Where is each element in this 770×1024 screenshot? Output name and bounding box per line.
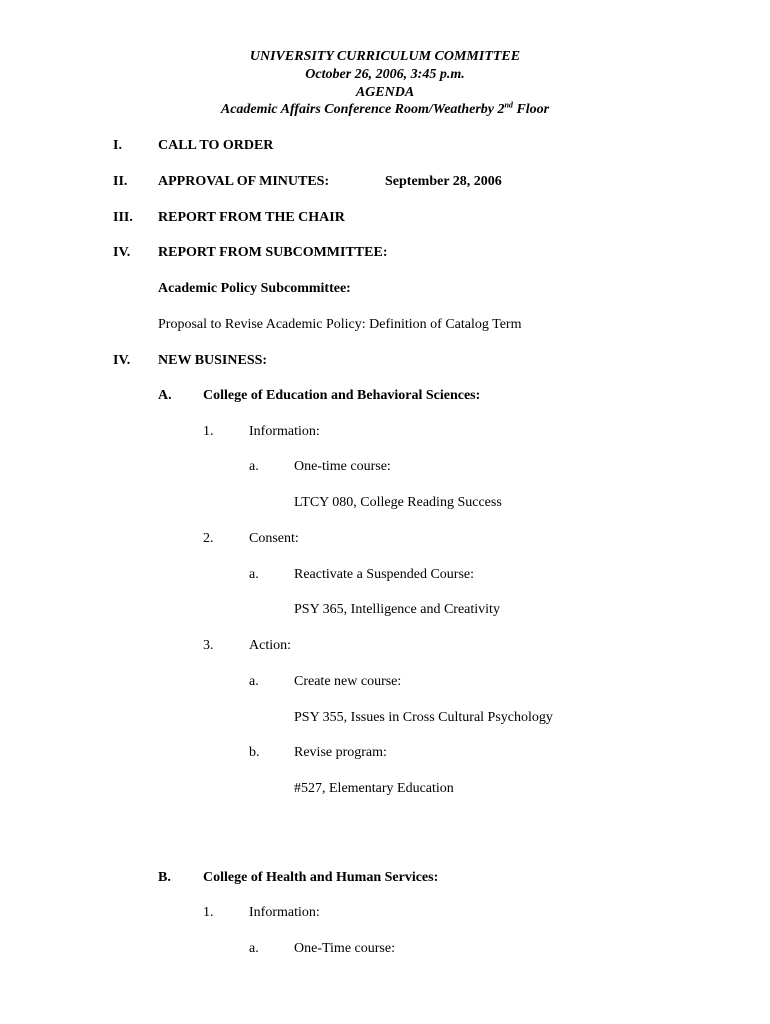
college-b-item-1a-letter: a. <box>249 941 259 956</box>
college-a-item-1a-detail: LTCY 080, College Reading Success <box>294 495 502 510</box>
college-b-item-1a-label: One-Time course: <box>294 941 395 956</box>
college-a-item-3b-letter: b. <box>249 745 260 760</box>
college-a-item-1a-letter: a. <box>249 459 259 474</box>
subcommittee-name: Academic Policy Subcommittee: <box>158 281 351 296</box>
college-a-item-1a-label: One-time course: <box>294 459 391 474</box>
committee-title: UNIVERSITY CURRICULUM COMMITTEE <box>249 49 521 64</box>
location-text: Academic Affairs Conference Room/Weatherby 2 <box>220 102 505 117</box>
section-5-title: NEW BUSINESS: <box>158 353 268 368</box>
section-3-title: REPORT FROM THE CHAIR <box>158 210 345 225</box>
college-b-name: College of Health and Human Services: <box>203 870 439 885</box>
section-5-number: IV. <box>113 353 131 368</box>
college-a-name: College of Education and Behavioral Sciences: <box>203 388 481 403</box>
minutes-date: September 28, 2006 <box>385 174 502 189</box>
section-1-title: CALL TO ORDER <box>158 138 274 153</box>
college-b-letter: B. <box>158 870 171 885</box>
college-b-item-1-number: 1. <box>203 905 214 920</box>
meeting-date: October 26, 2006, 3:45 p.m. <box>305 67 465 82</box>
college-a-item-3-number: 3. <box>203 638 214 653</box>
college-a-item-2-label: Consent: <box>249 531 299 546</box>
college-a-item-3a-letter: a. <box>249 674 259 689</box>
college-a-item-3b-detail: #527, Elementary Education <box>294 781 454 796</box>
college-a-item-1-number: 1. <box>203 424 214 439</box>
section-4-number: IV. <box>113 245 131 260</box>
college-a-item-2a-letter: a. <box>249 567 259 582</box>
section-4-title: REPORT FROM SUBCOMMITTEE: <box>158 245 388 260</box>
meeting-location <box>0 101 770 118</box>
policy-proposal: Proposal to Revise Academic Policy: Definition of Catalog Term <box>158 317 522 332</box>
section-2-number: II. <box>113 174 128 189</box>
college-a-item-3-label: Action: <box>249 638 291 653</box>
section-2-title: APPROVAL OF MINUTES: <box>158 174 330 189</box>
college-a-item-2a-label: Reactivate a Suspended Course: <box>294 567 475 582</box>
agenda-title: AGENDA <box>355 85 415 100</box>
college-b-item-1-label: Information: <box>249 905 320 920</box>
college-a-item-3a-label: Create new course: <box>294 674 402 689</box>
college-a-letter: A. <box>158 388 172 403</box>
college-a-item-3a-detail: PSY 355, Issues in Cross Cultural Psychology <box>294 710 553 725</box>
college-a-item-1-label: Information: <box>249 424 320 439</box>
location-superscript: nd <box>504 100 513 110</box>
section-3-number: III. <box>113 210 133 225</box>
section-1-number: I. <box>113 138 122 153</box>
college-a-item-3b-label: Revise program: <box>294 745 387 760</box>
location-floor: Floor <box>512 102 550 117</box>
college-a-item-2-number: 2. <box>203 531 214 546</box>
college-a-item-2a-detail: PSY 365, Intelligence and Creativity <box>294 602 500 617</box>
